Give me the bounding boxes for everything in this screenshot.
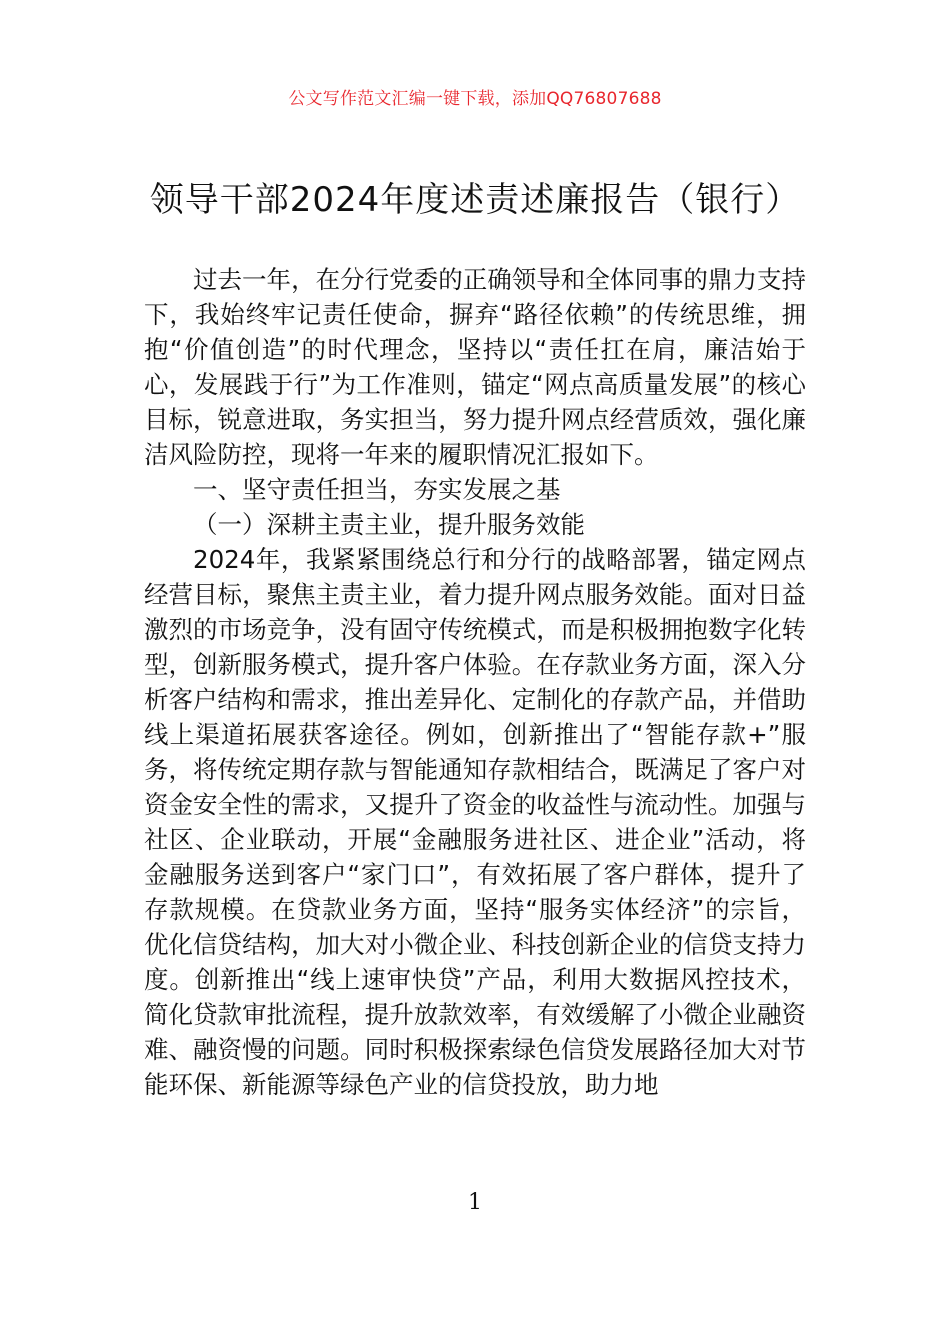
download-watermark: 公文写作范文汇编一键下载，添加QQ76807688: [288, 89, 662, 109]
body-paragraph-1: 2024年，我紧紧围绕总行和分行的战略部署，锚定网点经营目标，聚焦主责主业，着力提升网点服务效能。面对日益激烈的市场竞争，没有固守传统模式，而是积极拥抱数字化转型，创新服务模式，提升客户体验。在存款业务方面，深入分析客户结构和需求，推出差异化、定制化的存款产品，并借助线上渠道拓展获客途径。例如，创新推出了“智能存款+”服务，将传统定期存款与智能通知存款相结合，既满足了客户对资金安全性的需求，又提升了资金的收益性与流动性。加强与社区、企业联动，开展“金融服务进社区、进企业”活动，将金融服务送到客户“家门口”，有效拓展了客户群体，提升了存款规模。在贷款业务方面，坚持“服务实体经济”的宗旨，优化信贷结构，加大对小微企业、科技创新企业的信贷支持力度。创新推出“线上速审快贷”产品，利用大数据风控技术，简化贷款审批流程，提升放款效率，有效缓解了小微企业融资难、融资慢的问题。同时积极探索绿色信贷发展路径加大对节能环保、新能源等绿色产业的信贷投放，助力地: [144, 545, 806, 1099]
document-body: [144, 262, 806, 1102]
section-heading-1: 一、坚守责任担当，夯实发展之基: [193, 475, 561, 504]
page-number: 1: [468, 1190, 482, 1215]
intro-paragraph: 过去一年，在分行党委的正确领导和全体同事的鼎力支持下，我始终牢记责任使命，摒弃“路径依赖”的传统思维，拥抱“价值创造”的时代理念，坚持以“责任扛在肩，廉洁始于心，发展践于行”为工作准则，锚定“网点高质量发展”的核心目标，锐意进取，务实担当，努力提升网点经营质效，强化廉洁风险防控，现将一年来的履职情况汇报如下。: [144, 265, 806, 469]
subsection-heading-1-1: （一）深耕主责主业，提升服务效能: [193, 510, 585, 539]
document-title: 领导干部2024年度述责述廉报告（银行）: [149, 180, 801, 220]
